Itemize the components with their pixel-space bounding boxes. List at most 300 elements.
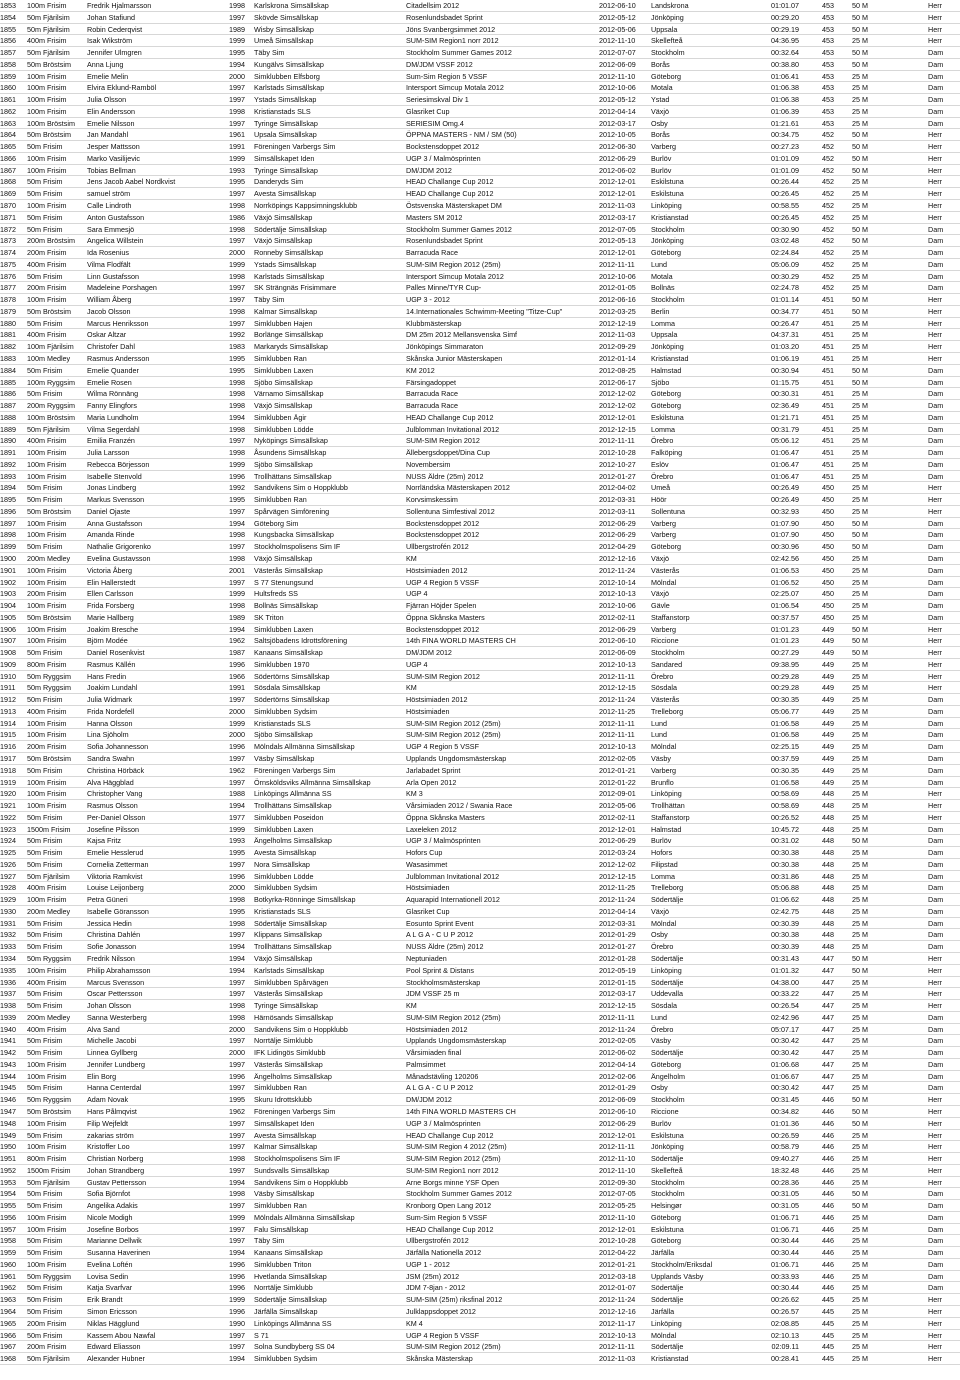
cell-name: Evelina Gustavsson (87, 553, 151, 563)
table-row (0, 529, 960, 541)
cell-city: Uddevalla (651, 989, 683, 999)
table-row (0, 188, 960, 200)
cell-city: Sjöbo (651, 377, 670, 387)
cell-event: 50m Ryggsim (27, 671, 71, 681)
cell-date: 2012-11-03 (599, 330, 636, 340)
cell-city: Varberg (651, 142, 677, 152)
cell-date: 2012-11-11 (599, 1142, 635, 1152)
cell-rank: 1910 (0, 671, 16, 681)
cell-event: 100m Frisim (27, 1071, 67, 1081)
cell-city: Lund (651, 730, 667, 740)
cell-time: 04:37.31 (771, 330, 799, 340)
cell-date: 2012-11-11 (599, 436, 635, 446)
cell-event: 50m Fjärilsim (27, 1354, 70, 1364)
cell-pool: 25 M (852, 471, 868, 481)
cell-rank: 1875 (0, 259, 16, 269)
cell-date: 2012-05-12 (599, 12, 636, 22)
cell-time: 00:30.96 (771, 542, 799, 552)
cell-pts: 450 (822, 612, 834, 622)
cell-comp: Höstsimiaden 2012 (406, 1024, 468, 1034)
cell-city: Göteborg (651, 401, 681, 411)
cell-club: Avesta Simsällskap (254, 1130, 317, 1140)
cell-comp: ÖPPNA MASTERS - NM / SM (50) (406, 130, 517, 140)
cell-pool: 50 M (852, 1095, 868, 1105)
table-row (0, 741, 960, 753)
cell-pts: 447 (822, 1012, 834, 1022)
cell-comp: Jönköpings Simmaraton (406, 342, 484, 352)
cell-date: 2012-04-14 (599, 106, 636, 116)
cell-time: 00:37.59 (771, 754, 799, 763)
cell-date: 2012-03-17 (599, 118, 636, 128)
cell-pts: 452 (822, 201, 834, 211)
cell-pool: 25 M (852, 342, 868, 352)
table-row (0, 494, 960, 506)
cell-pool: 25 M (852, 742, 868, 752)
cell-comp: SUM-SIM Region1 norr 2012 (406, 36, 499, 46)
table-row (0, 1071, 960, 1083)
cell-year: 1994 (229, 1354, 245, 1364)
cell-name: Evelina Loftén (87, 1259, 133, 1269)
cell-year: 1997 (229, 1342, 245, 1352)
cell-city: Stockholm (651, 1095, 685, 1105)
cell-event: 50m Frisim (27, 483, 63, 493)
cell-rank: 1942 (0, 1048, 16, 1058)
cell-year: 1994 (229, 59, 245, 69)
cell-year: 2001 (229, 565, 245, 575)
cell-rank: 1895 (0, 495, 16, 505)
cell-year: 1996 (229, 1259, 245, 1269)
cell-event: 50m Frisim (27, 836, 63, 846)
cell-sex: Dam (928, 1236, 944, 1246)
cell-pts: 453 (822, 83, 834, 93)
cell-event: 100m Frisim (27, 777, 67, 787)
cell-date: 2012-11-24 (599, 565, 636, 575)
cell-rank: 1945 (0, 1083, 16, 1093)
cell-name: William Åberg (87, 295, 132, 305)
cell-pool: 25 M (852, 495, 868, 505)
cell-date: 2012-06-10 (599, 636, 636, 646)
cell-sex: Dam (928, 424, 944, 434)
cell-rank: 1880 (0, 318, 16, 328)
cell-city: Sandared (651, 659, 683, 669)
table-row (0, 1177, 960, 1189)
cell-pool: 50 M (852, 224, 868, 234)
table-row (0, 1212, 960, 1224)
cell-city: Södertälje (651, 1342, 684, 1352)
cell-sex: Herr (928, 659, 942, 669)
cell-name: Johan Strandberg (87, 1165, 145, 1175)
cell-rank: 1967 (0, 1342, 16, 1352)
cell-rank: 1933 (0, 942, 16, 952)
cell-pool: 25 M (852, 1212, 868, 1222)
cell-club: Simklubben Ägir (254, 412, 307, 422)
cell-pool: 25 M (852, 201, 868, 211)
cell-pts: 450 (822, 553, 834, 563)
cell-comp: DM/JDM 2012 (406, 1095, 452, 1105)
cell-date: 2012-12-16 (599, 553, 636, 563)
cell-pts: 451 (822, 306, 834, 316)
cell-city: Järfälla (651, 1248, 675, 1258)
cell-pts: 452 (822, 259, 834, 269)
cell-city: Gävle (651, 601, 670, 611)
cell-event: 100m Frisim (27, 1212, 67, 1222)
cell-sex: Herr (928, 1001, 942, 1011)
cell-club: Simklubben Sydsim (254, 883, 318, 893)
table-row (0, 1294, 960, 1306)
cell-city: Höör (651, 495, 667, 505)
cell-sex: Dam (928, 589, 944, 599)
cell-pts: 449 (822, 718, 834, 728)
cell-sex: Dam (928, 1083, 944, 1093)
cell-time: 00:27.23 (771, 142, 799, 152)
cell-sex: Herr (928, 353, 942, 363)
cell-time: 03:02.48 (771, 236, 799, 246)
cell-event: 100m Frisim (27, 459, 67, 469)
cell-time: 01:06.53 (771, 565, 799, 575)
cell-name: Emelie Melin (87, 71, 129, 81)
cell-pts: 450 (822, 542, 834, 552)
cell-date: 2012-05-06 (599, 801, 636, 811)
cell-pool: 25 M (852, 1048, 868, 1058)
cell-rank: 1906 (0, 624, 16, 634)
cell-city: Motala (651, 83, 673, 93)
cell-sex: Herr (928, 142, 942, 152)
table-row (0, 1247, 960, 1259)
cell-pts: 449 (822, 730, 834, 740)
cell-time: 01:01.09 (771, 153, 799, 163)
cell-time: 00:58.69 (771, 801, 799, 811)
cell-event: 50m Frisim (27, 918, 63, 928)
cell-time: 00:38.80 (771, 59, 799, 69)
table-row (0, 1353, 960, 1365)
cell-time: 00:31.43 (771, 954, 799, 964)
cell-event: 100m Frisim (27, 71, 67, 81)
cell-rank: 1921 (0, 801, 16, 811)
cell-sex: Herr (928, 12, 942, 22)
cell-name: Filip Wejfeldt (87, 1118, 129, 1128)
cell-time: 00:30.31 (771, 389, 799, 399)
cell-pts: 449 (822, 706, 834, 716)
cell-club: Växjö Simsällskap (254, 212, 313, 222)
cell-sex: Dam (928, 518, 944, 528)
cell-comp: KM (406, 1001, 417, 1011)
cell-sex: Herr (928, 165, 942, 175)
cell-city: Lomma (651, 318, 675, 328)
cell-date: 2012-11-03 (599, 201, 636, 211)
cell-year: 1997 (229, 989, 245, 999)
cell-time: 01:01.36 (771, 1118, 799, 1128)
cell-pool: 50 M (852, 59, 868, 69)
cell-pool: 25 M (852, 1083, 868, 1093)
cell-rank: 1911 (0, 683, 16, 693)
cell-time: 00:33.93 (771, 1271, 799, 1281)
cell-pool: 50 M (852, 295, 868, 305)
cell-year: 1997 (229, 295, 245, 305)
cell-comp: UGP 3 / Malmösprinten (406, 153, 481, 163)
cell-event: 50m Frisim (27, 1201, 63, 1211)
cell-time: 00:29.20 (771, 12, 799, 22)
cell-rank: 1961 (0, 1271, 16, 1281)
cell-city: Uppsala (651, 24, 678, 34)
cell-year: 1997 (229, 542, 245, 552)
cell-city: Brunflo (651, 777, 674, 787)
cell-name: Christian Norberg (87, 1154, 144, 1164)
cell-club: Kristianstads SLS (254, 906, 311, 916)
table-row (0, 365, 960, 377)
cell-time: 02:42.75 (771, 906, 799, 916)
cell-rank: 1892 (0, 459, 16, 469)
cell-comp: Julklappsdoppet 2012 (406, 1306, 476, 1316)
cell-date: 2012-10-06 (599, 271, 636, 281)
cell-rank: 1904 (0, 601, 16, 611)
cell-club: Simklubben Laxen (254, 824, 314, 834)
cell-pool: 25 M (852, 401, 868, 411)
cell-rank: 1901 (0, 565, 16, 575)
cell-comp: Neptuniaden (406, 954, 447, 964)
cell-pts: 447 (822, 1024, 834, 1034)
cell-time: 00:30.38 (771, 930, 799, 940)
cell-rank: 1865 (0, 142, 16, 152)
cell-name: Joakim Bresche (87, 624, 139, 634)
table-row (0, 377, 960, 389)
cell-sex: Dam (928, 742, 944, 752)
cell-time: 01:06.71 (771, 1212, 799, 1222)
cell-date: 2012-06-02 (599, 1048, 636, 1058)
cell-year: 1994 (229, 412, 245, 422)
cell-date: 2012-06-09 (599, 1095, 636, 1105)
cell-time: 02:25.15 (771, 742, 799, 752)
cell-date: 2012-11-11 (599, 259, 635, 269)
cell-pts: 446 (822, 1106, 834, 1116)
cell-city: Jönköping (651, 342, 684, 352)
cell-name: Marko Vasilijevic (87, 153, 140, 163)
cell-rank: 1856 (0, 36, 16, 46)
cell-date: 2012-12-02 (599, 859, 636, 869)
cell-club: Sjöbo Simsällskap (254, 459, 313, 469)
cell-pts: 453 (822, 59, 834, 69)
cell-time: 10:45.72 (771, 824, 799, 834)
cell-pool: 25 M (852, 283, 868, 293)
cell-city: Varberg (651, 530, 677, 540)
cell-rank: 1913 (0, 706, 16, 716)
cell-time: 00:26.45 (771, 189, 799, 199)
cell-year: 1995 (229, 48, 245, 58)
cell-date: 2012-02-11 (599, 812, 636, 822)
cell-city: Borås (651, 130, 670, 140)
cell-comp: Jöns Svanbergsimmet 2012 (406, 24, 496, 34)
cell-rank: 1936 (0, 977, 16, 987)
cell-pts: 452 (822, 212, 834, 222)
cell-time: 00:58.69 (771, 789, 799, 799)
cell-city: Göteborg (651, 542, 681, 552)
cell-pool: 25 M (852, 895, 868, 905)
cell-city: Staffanstorp (651, 812, 690, 822)
cell-name: Marcus Svensson (87, 977, 145, 987)
cell-pool: 25 M (852, 353, 868, 363)
cell-pool: 25 M (852, 859, 868, 869)
cell-rank: 1863 (0, 118, 16, 128)
cell-club: Simklubben Poseidon (254, 812, 324, 822)
cell-pool: 25 M (852, 1271, 868, 1281)
table-row (0, 0, 960, 12)
table-row (0, 506, 960, 518)
cell-comp: Skånska Junior Mästerskapen (406, 353, 503, 363)
cell-club: Nyköpings Simsällskap (254, 436, 328, 446)
cell-pts: 450 (822, 589, 834, 599)
cell-year: 1998 (229, 1189, 245, 1199)
cell-pts: 449 (822, 636, 834, 646)
cell-city: Västerås (651, 565, 680, 575)
cell-sex: Dam (928, 883, 944, 893)
cell-city: Eskilstuna (651, 189, 684, 199)
cell-sex: Dam (928, 930, 944, 940)
cell-pool: 25 M (852, 506, 868, 516)
cell-event: 100m Frisim (27, 895, 67, 905)
cell-date: 2012-02-05 (599, 1036, 636, 1046)
cell-time: 01:06.19 (771, 353, 799, 363)
cell-name: Marie Hallberg (87, 612, 134, 622)
cell-sex: Herr (928, 130, 942, 140)
cell-club: Stockholmspolisens Sim IF (254, 542, 341, 552)
cell-sex: Dam (928, 836, 944, 846)
cell-year: 1999 (229, 459, 245, 469)
table-row (0, 1341, 960, 1353)
cell-event: 50m Frisim (27, 765, 63, 775)
cell-event: 100m Frisim (27, 1059, 67, 1069)
cell-time: 00:30.90 (771, 224, 799, 234)
cell-year: 1998 (229, 1012, 245, 1022)
cell-year: 1997 (229, 83, 245, 93)
cell-date: 2012-02-11 (599, 612, 636, 622)
cell-city: Motala (651, 271, 673, 281)
cell-date: 2012-03-17 (599, 989, 636, 999)
cell-pool: 25 M (852, 706, 868, 716)
cell-sex: Herr (928, 1118, 942, 1128)
cell-rank: 1966 (0, 1330, 16, 1340)
cell-year: 1996 (229, 1271, 245, 1281)
cell-name: Elin Borg (87, 1071, 117, 1081)
cell-pool: 50 M (852, 153, 868, 163)
cell-sex: Dam (928, 401, 944, 411)
cell-sex: Dam (928, 389, 944, 399)
cell-club: Simklubben Lödde (254, 424, 314, 434)
cell-city: Stockholm (651, 1177, 685, 1187)
cell-rank: 1876 (0, 271, 16, 281)
cell-pts: 453 (822, 12, 834, 22)
cell-city: Burlöv (651, 836, 672, 846)
cell-name: Christofer Dahl (87, 342, 135, 352)
cell-year: 1997 (229, 1236, 245, 1246)
cell-date: 2012-06-30 (599, 142, 636, 152)
cell-city: Växjö (651, 106, 669, 116)
cell-date: 2012-06-10 (599, 1106, 636, 1116)
cell-rank: 1960 (0, 1259, 16, 1269)
cell-sex: Herr (928, 1142, 942, 1152)
cell-pts: 447 (822, 1036, 834, 1046)
cell-name: Anna Ljung (87, 59, 124, 69)
cell-pts: 448 (822, 918, 834, 928)
cell-club: Simklubben 1970 (254, 659, 310, 669)
cell-date: 2012-03-31 (599, 495, 636, 505)
cell-name: Hanna Centerdal (87, 1083, 142, 1093)
cell-comp: Höstsimiaden 2012 (406, 695, 468, 705)
cell-time: 01:01.23 (771, 636, 799, 646)
cell-event: 100m Bröstsim (27, 412, 75, 422)
table-row (0, 612, 960, 624)
cell-time: 00:31.02 (771, 836, 799, 846)
cell-club: Bollnäs Simsällskap (254, 601, 318, 611)
cell-rank: 1881 (0, 330, 16, 340)
cell-pts: 452 (822, 153, 834, 163)
cell-name: Nicole Modigh (87, 1212, 133, 1222)
cell-sex: Dam (928, 895, 944, 905)
cell-date: 2012-01-27 (599, 942, 636, 952)
cell-pool: 25 M (852, 1059, 868, 1069)
cell-time: 00:34.75 (771, 130, 799, 140)
cell-pool: 25 M (852, 330, 868, 340)
table-row (0, 659, 960, 671)
cell-name: Katja Svarfvar (87, 1283, 133, 1293)
table-row (0, 1188, 960, 1200)
cell-date: 2012-10-05 (599, 130, 636, 140)
cell-event: 50m Frisim (27, 318, 63, 328)
cell-sex: Herr (928, 506, 942, 516)
cell-time: 00:30.38 (771, 848, 799, 858)
cell-time: 00:26.54 (771, 1001, 799, 1011)
cell-year: 1991 (229, 142, 245, 152)
cell-rank: 1928 (0, 883, 16, 893)
cell-rank: 1963 (0, 1295, 16, 1305)
cell-rank: 1870 (0, 201, 16, 211)
cell-time: 02:08.85 (771, 1318, 799, 1328)
cell-city: Helsingør (651, 1201, 682, 1211)
cell-date: 2012-04-29 (599, 542, 636, 552)
cell-rank: 1888 (0, 412, 16, 422)
cell-event: 100m Frisim (27, 1142, 67, 1152)
cell-name: Sofie Jonasson (87, 942, 137, 952)
cell-event: 100m Ryggsim (27, 377, 75, 387)
cell-city: Kristianstad (651, 353, 689, 363)
cell-sex: Dam (928, 1048, 944, 1058)
cell-club: Täby Sim (254, 295, 285, 305)
cell-time: 00:31.45 (771, 1095, 799, 1105)
cell-city: Varberg (651, 518, 677, 528)
cell-club: Skuru Idrottsklubb (254, 1095, 312, 1105)
cell-time: 00:26.59 (771, 1130, 799, 1140)
table-row (0, 541, 960, 553)
cell-club: Sjöbo Simsällskap (254, 377, 313, 387)
cell-city: Södertälje (651, 895, 684, 905)
cell-time: 02:36.49 (771, 401, 799, 411)
cell-sex: Dam (928, 95, 944, 105)
cell-comp: NUSS Äldre (25m) 2012 (406, 471, 484, 481)
cell-club: Nora Simsällskap (254, 859, 310, 869)
cell-year: 1977 (229, 812, 245, 822)
cell-sex: Dam (928, 1012, 944, 1022)
cell-sex: Dam (928, 612, 944, 622)
cell-pts: 446 (822, 1130, 834, 1140)
cell-event: 1500m Frisim (27, 824, 71, 834)
cell-pool: 25 M (852, 1342, 868, 1352)
cell-year: 1998 (229, 424, 245, 434)
cell-sex: Dam (928, 83, 944, 93)
cell-event: 50m Frisim (27, 495, 63, 505)
cell-club: Kanaans Simsällskap (254, 1248, 323, 1258)
cell-rank: 1858 (0, 59, 16, 69)
cell-rank: 1968 (0, 1354, 16, 1364)
cell-year: 1998 (229, 918, 245, 928)
cell-name: Madeleine Porshagen (87, 283, 157, 293)
